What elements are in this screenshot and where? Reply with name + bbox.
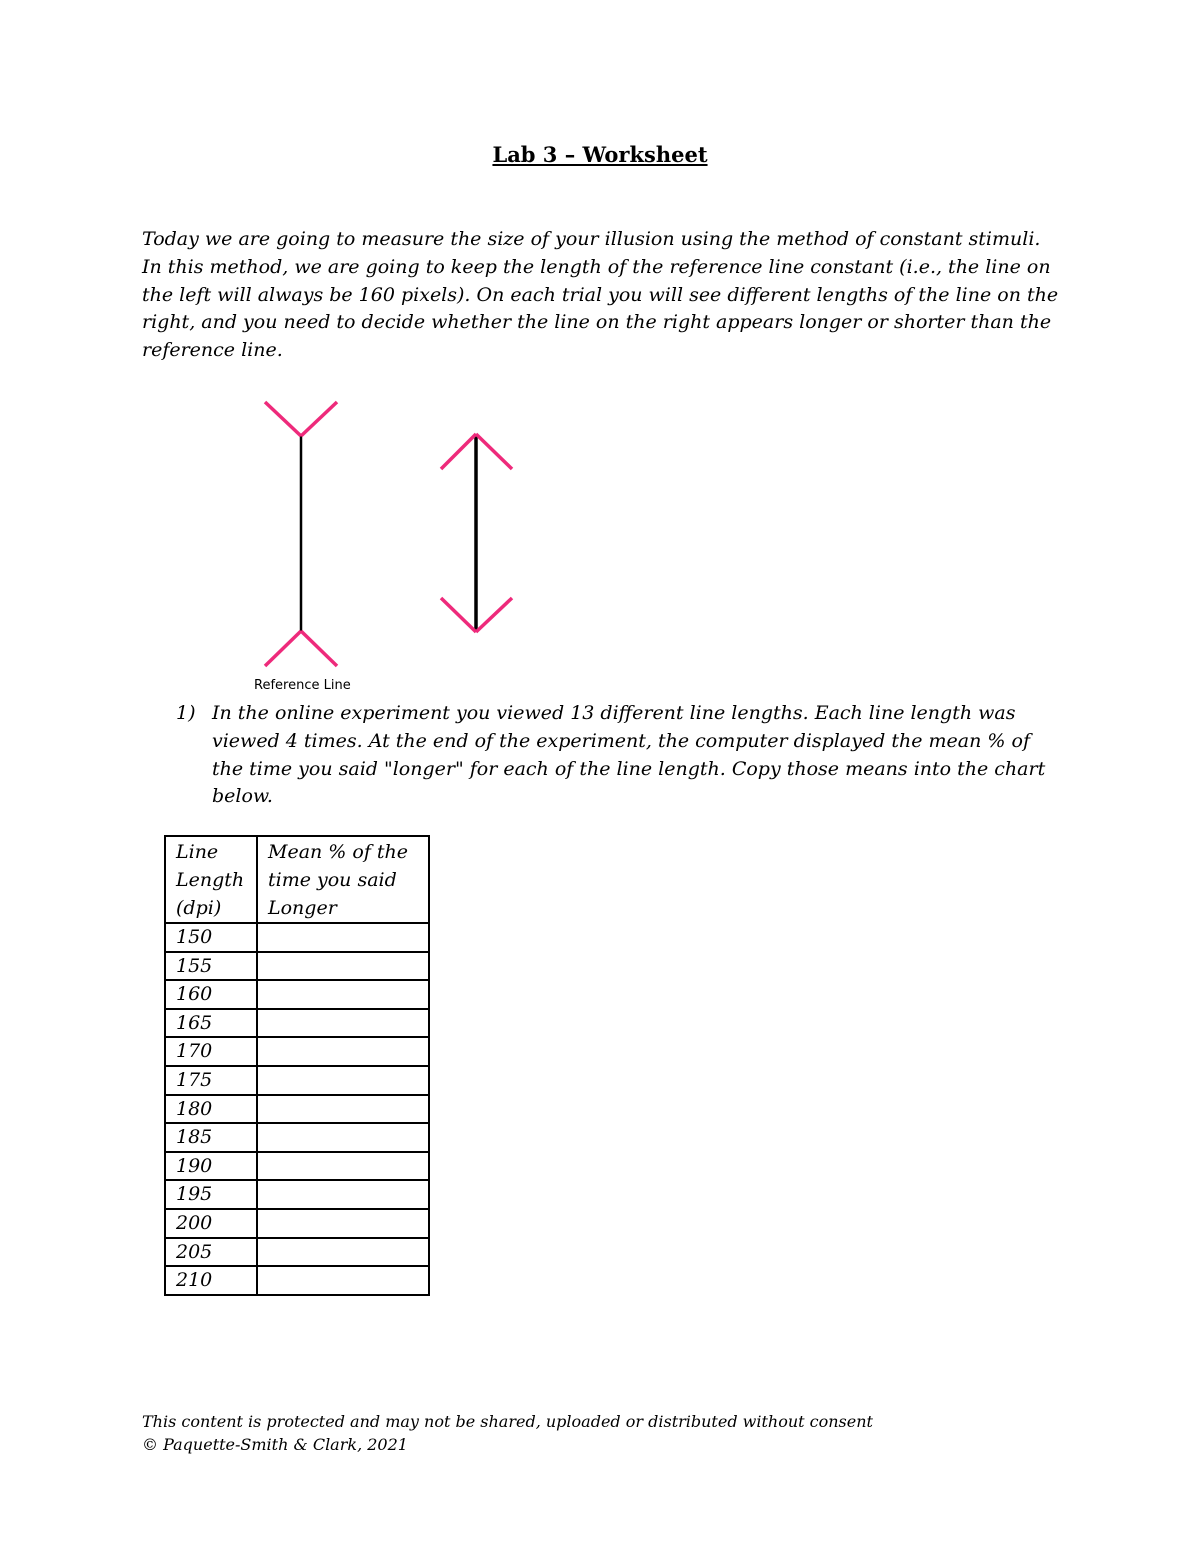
table-row xyxy=(165,1180,429,1209)
table-row xyxy=(165,923,429,952)
line-length-cell: 170 xyxy=(165,1037,257,1066)
comparison-top-fin-left xyxy=(441,434,476,469)
comparison-top-fin-right xyxy=(476,434,512,469)
footer xyxy=(142,1410,1042,1456)
line-length-cell: 205 xyxy=(165,1238,257,1267)
mean-percent-cell[interactable] xyxy=(257,1123,429,1152)
line-length-cell: 200 xyxy=(165,1209,257,1238)
mean-percent-cell[interactable] xyxy=(257,923,429,952)
reference-bottom-fin-right xyxy=(301,631,337,666)
table-row xyxy=(165,1066,429,1095)
reference-top-fin-right xyxy=(301,402,337,436)
table-row xyxy=(165,1009,429,1038)
line-length-cell: 210 xyxy=(165,1266,257,1295)
mean-percent-cell[interactable] xyxy=(257,952,429,981)
table-row xyxy=(165,1266,429,1295)
reference-bottom-fin-left xyxy=(265,631,301,666)
line-length-cell: 195 xyxy=(165,1180,257,1209)
intro-paragraph: Today we are going to measure the size of your illusion using the method of constant stimuli. In this method, we are going to keep the length of the reference line constant (i.e., the line on the left will always be 160 pixels). On each trial you will see different lengths of the line on the right, and you need to decide whether the line on the right appears longer or shorter than the reference line. xyxy=(142,228,1059,362)
mean-percent-cell[interactable] xyxy=(257,1238,429,1267)
table-row xyxy=(165,980,429,1009)
mean-percent-cell[interactable] xyxy=(257,1209,429,1238)
mean-percent-cell[interactable] xyxy=(257,980,429,1009)
table-row xyxy=(165,1209,429,1238)
line-length-cell: 165 xyxy=(165,1009,257,1038)
footer-copyright: © Paquette-Smith & Clark, 2021 xyxy=(142,1435,408,1454)
mean-percent-cell[interactable] xyxy=(257,1037,429,1066)
line-length-cell: 190 xyxy=(165,1152,257,1181)
question-number: 1) xyxy=(176,702,196,724)
table-row xyxy=(165,1095,429,1124)
table-row xyxy=(165,1238,429,1267)
table-header-row xyxy=(165,836,429,923)
mean-percent-cell[interactable] xyxy=(257,1066,429,1095)
line-length-cell: 160 xyxy=(165,980,257,1009)
question-text: In the online experiment you viewed 13 different line lengths. Each line length was viewed 4 times. At the end of the experiment, the computer displayed the mean % of the time you said "longer" for each of the line length. Copy those means into the chart below. xyxy=(212,702,1046,808)
line-length-cell: 180 xyxy=(165,1095,257,1124)
line-length-cell: 150 xyxy=(165,923,257,952)
comparison-bottom-fin-right xyxy=(476,598,512,632)
header-line-length: Line Length (dpi) xyxy=(165,836,257,923)
mean-percent-cell[interactable] xyxy=(257,1009,429,1038)
question-1 xyxy=(176,700,1056,811)
table-row xyxy=(165,1037,429,1066)
table-row xyxy=(165,1152,429,1181)
reference-line-label: Reference Line xyxy=(254,678,351,693)
comparison-bottom-fin-left xyxy=(441,598,476,632)
reference-top-fin-left xyxy=(265,402,301,436)
illusion-drawing xyxy=(240,390,540,680)
mean-percent-cell[interactable] xyxy=(257,1152,429,1181)
page-title: Lab 3 – Worksheet xyxy=(492,142,708,167)
table-row xyxy=(165,1123,429,1152)
mean-percent-cell[interactable] xyxy=(257,1266,429,1295)
footer-notice: This content is protected and may not be shared, uploaded or distributed without consent xyxy=(142,1412,873,1431)
mean-percent-cell[interactable] xyxy=(257,1180,429,1209)
table-row xyxy=(165,952,429,981)
line-length-cell: 175 xyxy=(165,1066,257,1095)
muller-lyer-figure xyxy=(240,390,540,700)
results-table xyxy=(164,835,430,1296)
table-body xyxy=(165,923,429,1295)
line-length-cell: 155 xyxy=(165,952,257,981)
mean-percent-cell[interactable] xyxy=(257,1095,429,1124)
line-length-cell: 185 xyxy=(165,1123,257,1152)
header-mean-percent: Mean % of the time you said Longer xyxy=(257,836,429,923)
